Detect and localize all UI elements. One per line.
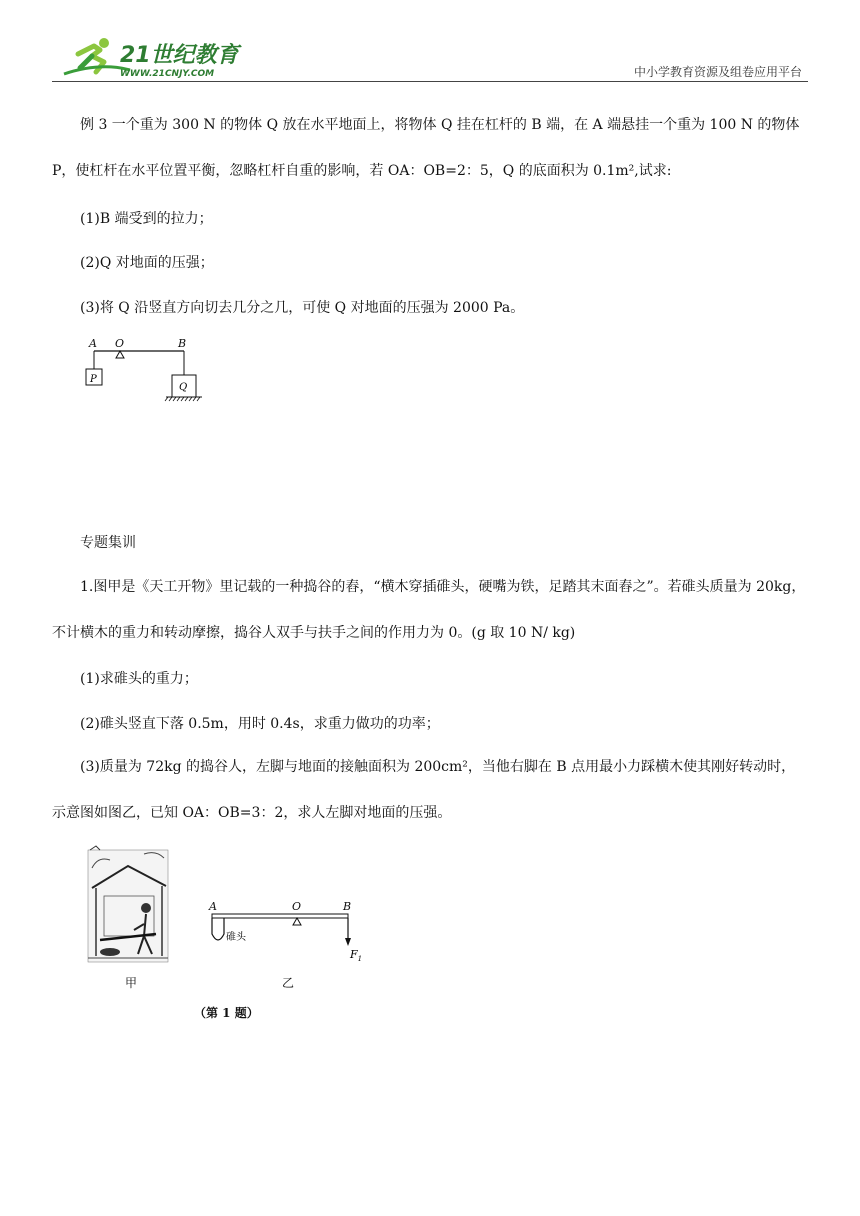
logo [60,34,250,80]
point-b-label: B [178,337,187,350]
tilt-hammer-lever-diagram [200,896,370,966]
point-a-label: A [89,337,97,350]
force-letter: F [350,948,358,961]
figure-jia-label: 甲 [125,976,138,990]
point-o-label: O [115,337,125,350]
point-o-label: O [292,900,302,913]
box-p-label: P [90,374,97,385]
figure-yi-label: 乙 [282,976,295,990]
logo-text: 21世纪教育 [120,43,239,68]
figure-caption: （第 1 题） [194,1006,259,1020]
force-subscript: 1 [357,955,363,963]
platform-name: 中小学教育资源及组卷应用平台 [633,65,802,79]
lever-diagram [80,334,210,410]
fulcrum-icon [293,918,301,925]
point-a-label: A [209,900,217,913]
fulcrum-icon [116,351,124,358]
example-stem: 例 3 一个重为 300 N 的物体 Q 放在水平地面上，将物体 Q 挂在杠杆的 B 端，在 A 端悬挂一个重为 100 N 的物体 P，使杠杆在水平位置平衡，忽略杠杆自重的影响，若 OA：OB=2：5，Q 的底面积为 0.1m²,试求: [52,117,800,179]
ground-hatching [165,397,200,401]
example-question-1: (1)B 端受到的拉力； [80,211,213,227]
page-header [52,34,808,84]
point-b-label: B [343,900,352,913]
beam [212,914,348,918]
box-q-label: Q [179,382,188,393]
hammer-head-label: 碓头 [226,932,246,943]
header-divider [52,81,808,82]
training-question-3: (3)质量为 72kg 的捣谷人，左脚与地面的接触面积为 200cm²，当他右脚在 B 点用最小力踩横木使其刚好转动时，示意图如图乙，已知 OA：OB=3：2，求人左脚对地面的压强。 [52,759,796,821]
logo-url: WWW.21CNJY.COM [120,69,215,79]
hammer-head [212,918,224,940]
ancient-mortar-illustration [86,844,172,964]
arrow-down-icon [345,938,351,946]
section-title: 专题集训 [80,535,136,551]
training-stem: 1.图甲是《天工开物》里记载的一种捣谷的舂，“横木穿插碓头，硬嘴为铁，足踏其末面舂之”。若碓头质量为 20kg，不计横木的重力和转动摩擦，捣谷人双手与扶手之间的作用力为 0。(g 取 10 N/ kg) [52,579,806,641]
training-question-1: (1)求碓头的重力； [80,671,198,687]
runner-logo-icon [60,34,250,80]
example-question-3: (3)将 Q 沿竖直方向切去几分之几，可使 Q 对地面的压强为 2000 Pa。 [80,300,525,316]
training-question-2: (2)碓头竖直下落 0.5m，用时 0.4s，求重力做功的功率； [80,716,440,732]
force-label [349,948,362,963]
example-question-2: (2)Q 对地面的压强； [80,255,214,271]
